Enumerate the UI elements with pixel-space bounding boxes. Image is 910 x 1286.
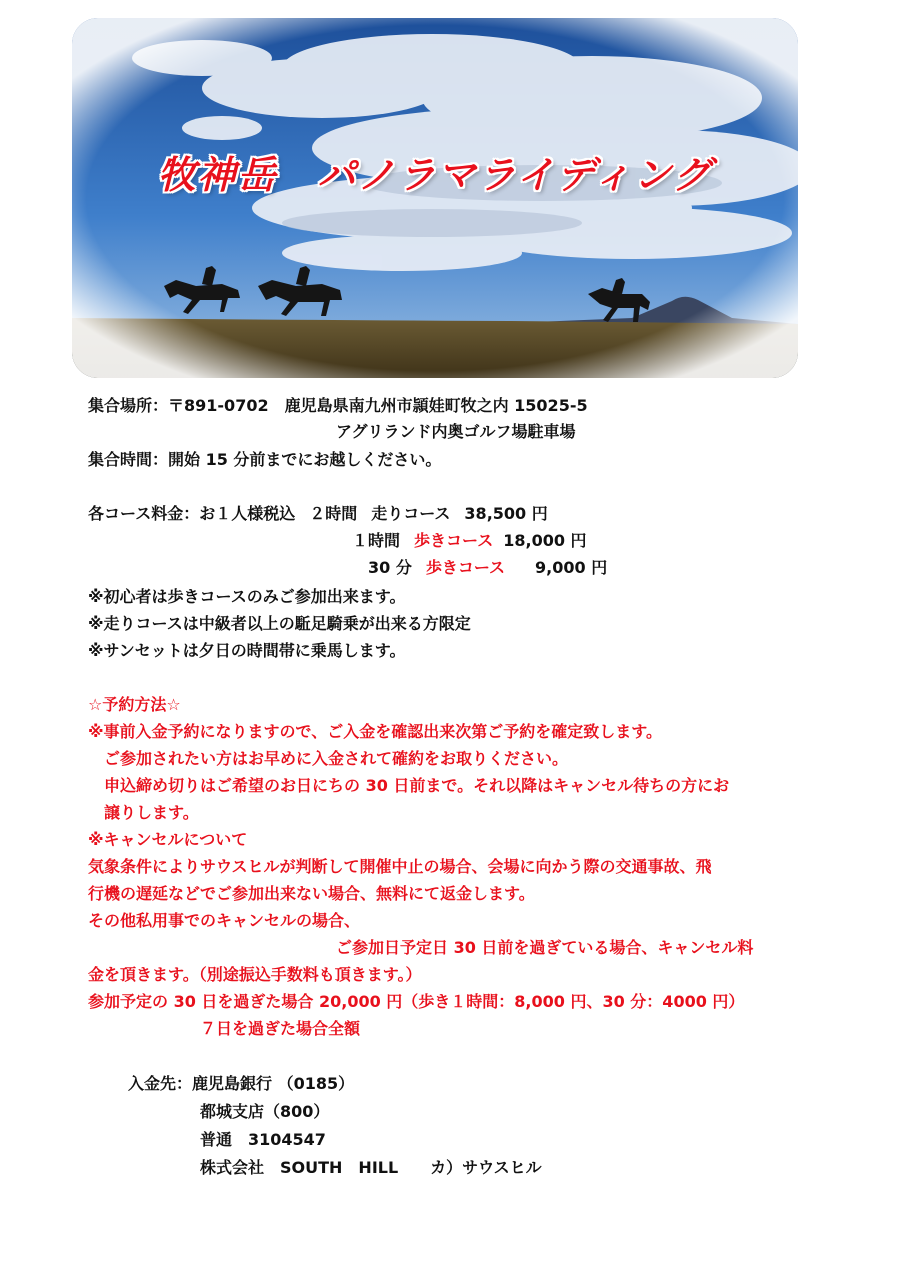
note-beginner: ※初心者は歩きコースのみご参加出来ます。 (88, 587, 406, 606)
payment-bank: 鹿児島銀行 （0185） (192, 1074, 355, 1093)
reservation-heading: ☆予約方法☆ (88, 695, 181, 714)
fee-duration: １時間 (352, 531, 401, 550)
fee-course: 走りコース (371, 504, 451, 523)
meeting-place-sub: アグリランド内奥ゴルフ場駐車場 (336, 422, 576, 441)
fee-price: 9,000 円 (535, 558, 608, 577)
payment-holder: 株式会社 SOUTH HILL カ）サウスヒル (200, 1158, 542, 1177)
payment-account: 普通 3104547 (200, 1130, 326, 1149)
meeting-time-text: 開始 15 分前までにお越しください。 (168, 450, 442, 469)
reservation-line: ※事前入金予約になりますので、ご入金を確認出来次第ご予約を確定致します。 (88, 722, 662, 741)
fee-row-1 (88, 503, 548, 525)
cancel-full-line: ７日を過ぎた場合全額 (200, 1019, 361, 1038)
cancel-line: 行機の遅延などでご参加出来ない場合、無料にて返金します。 (88, 884, 535, 903)
fee-duration: ２時間 (309, 504, 358, 523)
cancel-line: その他私用事でのキャンセルの場合、 (88, 911, 361, 930)
cancel-fee-line: 参加予定の 30 日を過ぎた場合 20,000 円（歩き１時間：8,000 円、30 分：4000 円） (88, 992, 745, 1011)
meeting-place-address: 〒891-0702 鹿児島県南九州市頴娃町牧之内 15025-5 (168, 396, 588, 415)
meeting-time-line (88, 449, 441, 471)
payment-bank-line (128, 1073, 354, 1095)
reservation-line: 申込締め切りはご希望のお日にちの 30 日前まで。それ以降はキャンセル待ちの方にお (88, 776, 730, 795)
cancel-line: 気象条件によりサウスヒルが判断して開催中止の場合、会場に向かう際の交通事故、飛 (88, 857, 712, 876)
note-running: ※走りコースは中級者以上の駈足騎乗が出来る方限定 (88, 614, 471, 633)
fee-row-3 (368, 557, 607, 579)
fees-label: 各コース料金：お１人様税込 (88, 504, 296, 523)
meeting-time-label: 集合時間： (88, 450, 169, 469)
meeting-place-line (88, 395, 588, 417)
payment-label: 入金先： (128, 1074, 193, 1093)
fee-course: 歩きコース (425, 558, 506, 577)
cancel-heading: ※キャンセルについて (88, 830, 248, 849)
cancel-line: ご参加日予定日 30 日前を過ぎている場合、キャンセル料 (336, 938, 754, 957)
fee-price: 38,500 円 (464, 504, 548, 523)
payment-branch: 都城支店（800） (200, 1102, 330, 1121)
hero-title: 牧神岳 パノラマライディング (157, 153, 713, 197)
cancel-line: 金を頂きます。（別途振込手数料も頂きます。） (88, 965, 422, 984)
fee-price: 18,000 円 (503, 531, 587, 550)
hero-photo (72, 18, 798, 378)
note-sunset: ※サンセットは夕日の時間帯に乗馬します。 (88, 641, 406, 660)
fee-row-2 (352, 530, 587, 552)
meeting-place-label: 集合場所： (88, 396, 169, 415)
reservation-line: 譲りします。 (88, 803, 199, 822)
fee-duration: 30 分 (368, 558, 412, 577)
reservation-line: ご参加されたい方はお早めに入金されて確約をお取りください。 (88, 749, 569, 768)
fee-course: 歩きコース (414, 531, 494, 550)
